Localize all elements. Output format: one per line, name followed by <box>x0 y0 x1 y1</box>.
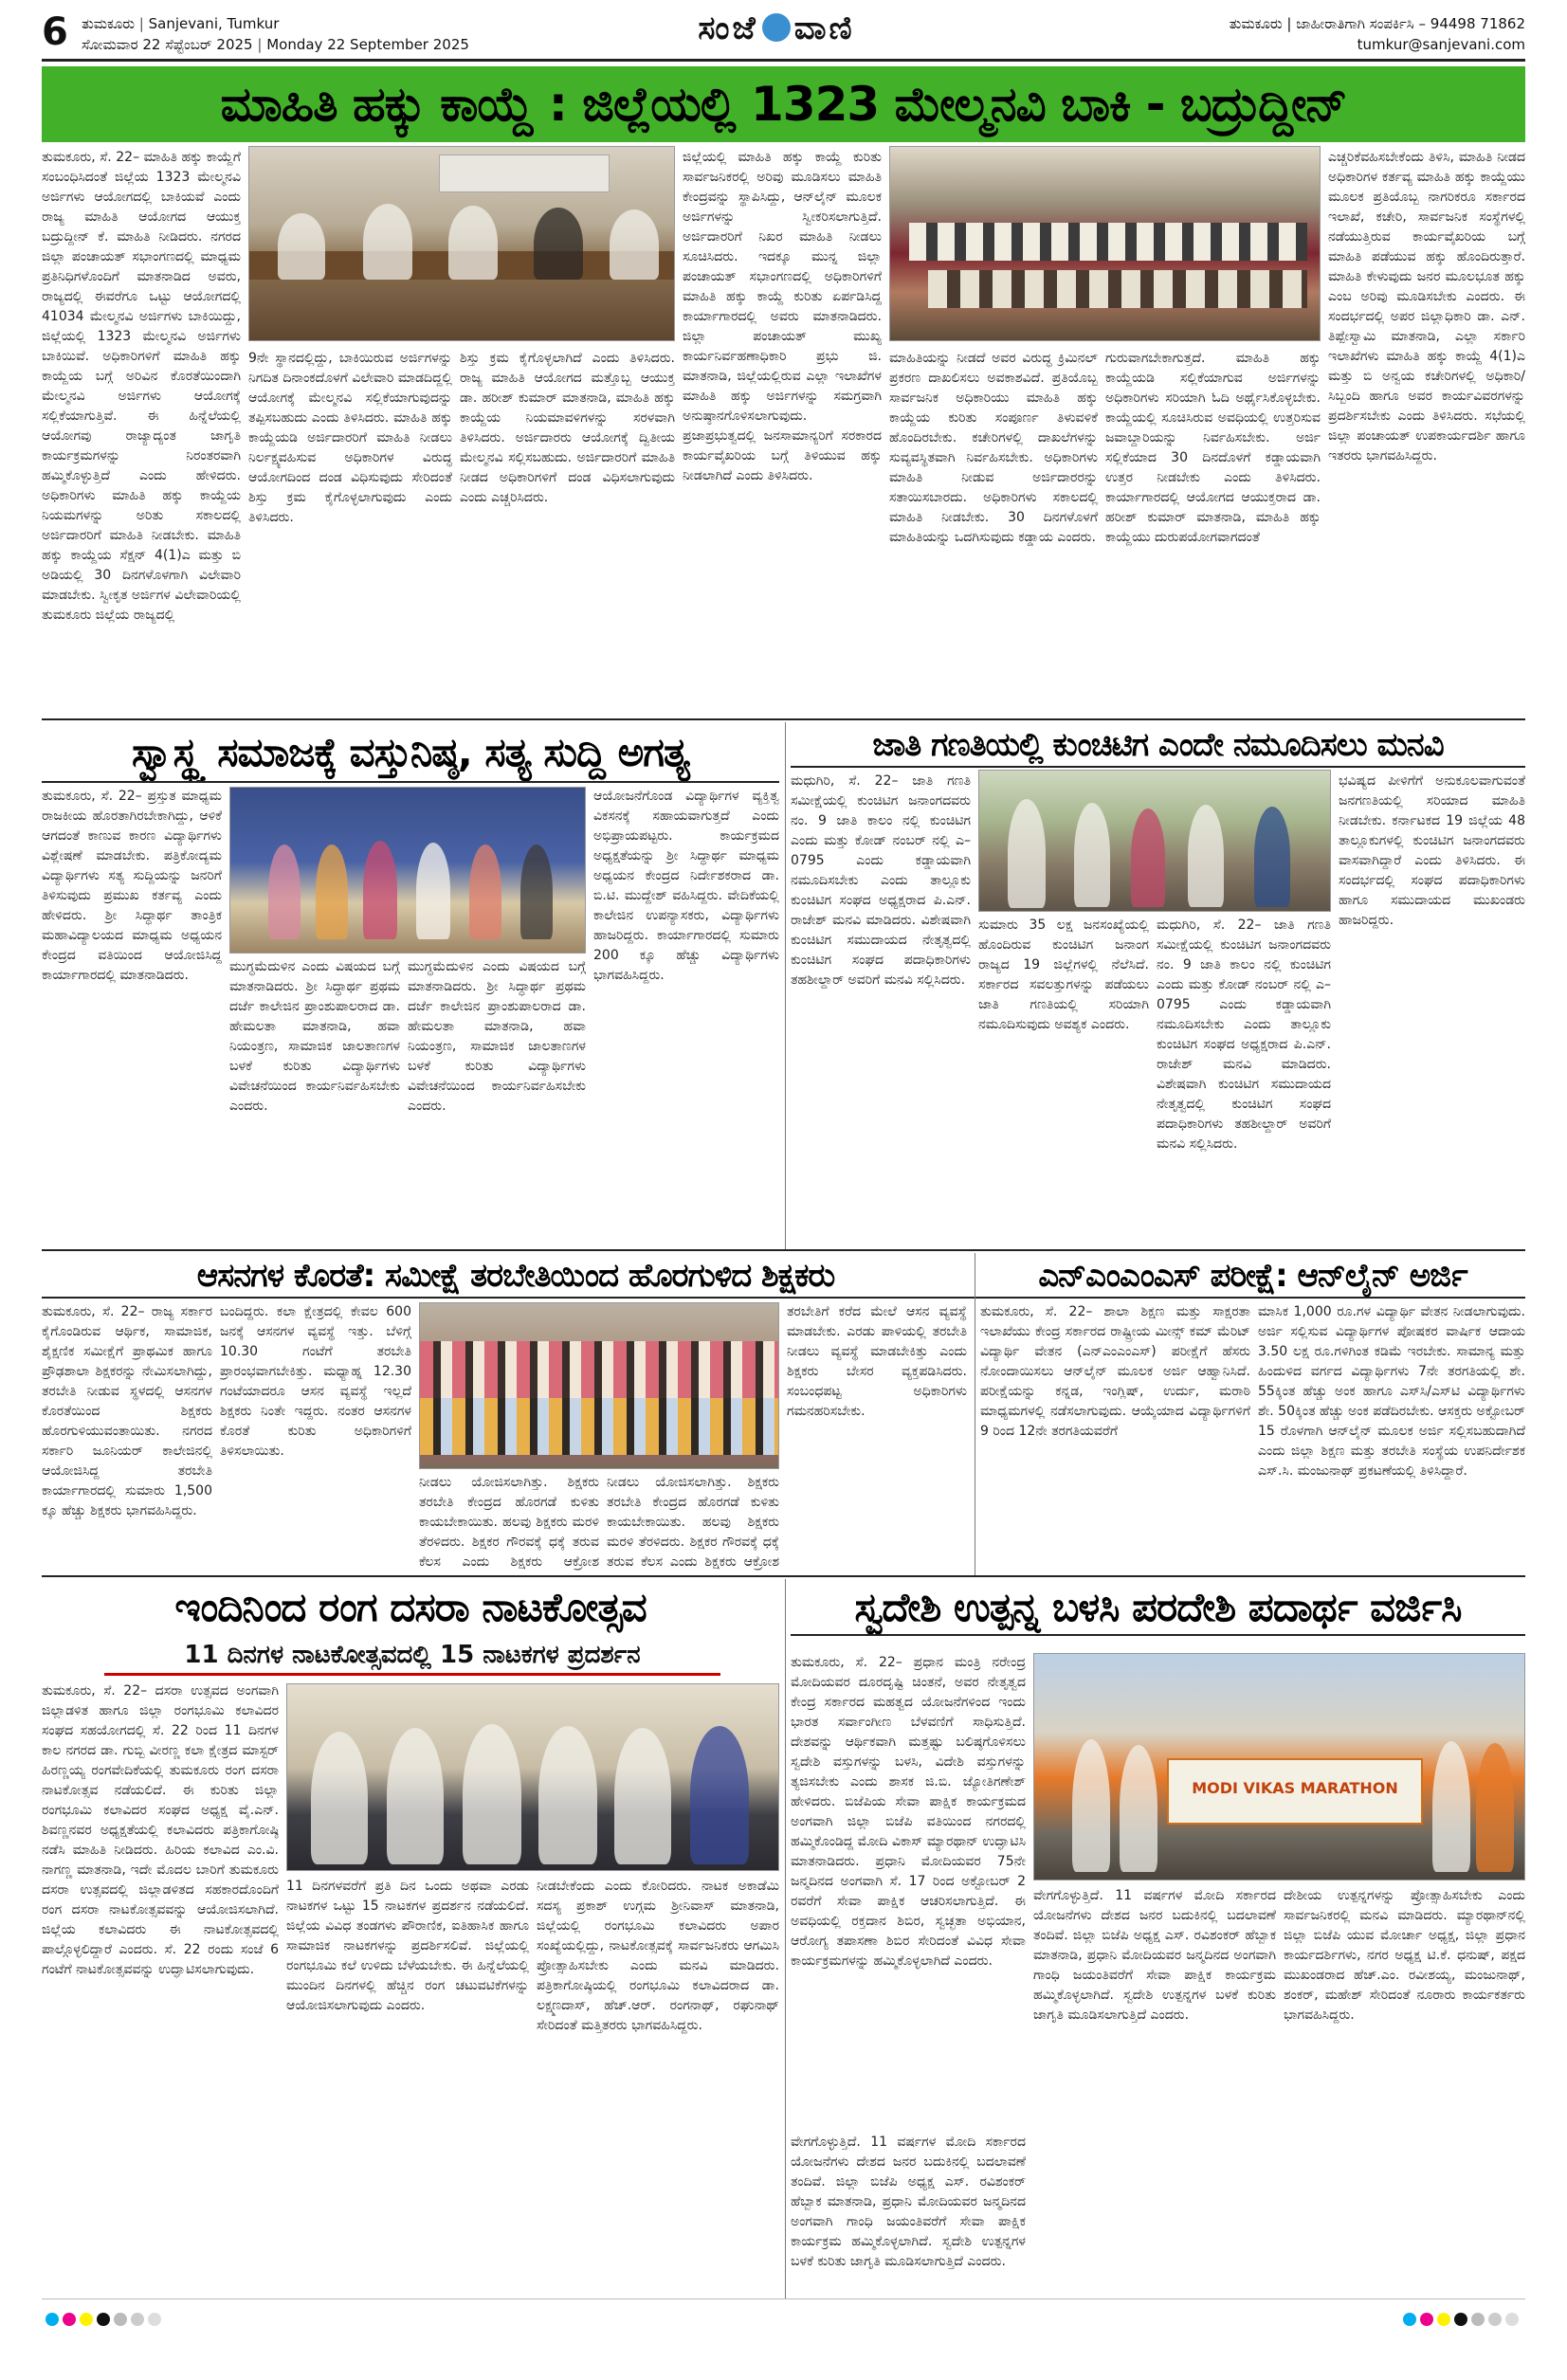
section-divider <box>42 1575 1525 1577</box>
cyan-dot <box>46 2313 59 2326</box>
audience-row <box>909 223 1307 261</box>
person-figure <box>1072 1739 1110 1872</box>
masthead-left: ತುಮಕೂರು | Sanjevani, Tumkur ಸೋಮವಾರ 22 ಸೆಪ್ಟೆಂಬರ್ 2025 | Monday 22 September 2025 <box>82 15 469 53</box>
story4-photo-teachers <box>419 1302 779 1469</box>
grey-dot <box>1488 2313 1502 2326</box>
person-figure <box>278 213 325 280</box>
person-figure <box>690 1726 749 1864</box>
story7-col1: ತುಮಕೂರು, ಸೆ. 22– ಪ್ರಧಾನ ಮಂತ್ರಿ ನರೇಂದ್ರ ಮೋದಿಯವರ ದೂರದೃಷ್ಟಿ ಚಿಂತನೆ, ಅವರ ನೇತೃತ್ವದ ಕೇಂದ್ರ ಸರ್ಕಾರದ ಮಹತ್ವದ ಯೋಜನೆಗಳಿಂದ ಇಂದು ಭಾರತ ಸರ್ವಾಂಗೀಣ ಬೆಳವಣಿಗೆ ಸಾಧಿಸುತ್ತಿದೆ. ದೇಶವನ್ನು ಆರ್ಥಿಕವಾಗಿ ಮತ್ತಷ್ಟು ಬಲಿಷ್ಠಗೊಳಿಸಲು ಸ್ವದೇಶಿ ವಸ್ತುಗಳನ್ನು ಬಳಸಿ, ವಿದೇಶಿ ವಸ್ತುಗಳನ್ನು ತ್ಯಜಿಸಬೇಕು ಎಂದು ಶಾಸಕ ಜಿ.ಬಿ. ಜ್ಯೋತಿಗಣೇಶ್ ಹೇಳಿದರು. ಬಿಜೆಪಿಯ ಸೇವಾ ಪಾಕ್ಷಿಕ ಕಾರ್ಯಕ್ರಮದ ಅಂಗವಾಗಿ ಜಿಲ್ಲಾ ಬಿಜೆಪಿ ವತಿಯಿಂದ ನಗರದಲ್ಲಿ ಹಮ್ಮಿಕೊಂಡಿದ್ದ ಮೋದಿ ವಿಕಾಸ್ ಮ್ಯಾರಥಾನ್ ಉದ್ಘಾಟಿಸಿ ಮಾತನಾಡಿದರು. ಪ್ರಧಾನಿ ಮೋದಿಯವರ 75ನೇ ಜನ್ಮದಿನದ ಅಂಗವಾಗಿ ಸೆ. 17 ರಿಂದ ಅಕ್ಟೋಬರ್ 2 ರವರೆಗೆ ಸೇವಾ ಪಾಕ್ಷಿಕ ಆಚರಿಸಲಾಗುತ್ತಿದೆ. ಈ ಅವಧಿಯಲ್ಲಿ ರಕ್ತದಾನ ಶಿಬಿರ, ಸ್ವಚ್ಛತಾ ಅಭಿಯಾನ, ಆರೋಗ್ಯ ತಪಾಸಣಾ ಶಿಬಿರ ಸೇರಿದಂತೆ ವಿವಿಧ ಸೇವಾ ಕಾರ್ಯಕ್ರಮಗಳನ್ನು ಹಮ್ಮಿಕೊಳ್ಳಲಾಗಿದೆ ಎಂದರು. <box>791 1655 1026 1969</box>
story1-col1: ತುಮಕೂರು, ಸೆ. 22– ಮಾಹಿತಿ ಹಕ್ಕು ಕಾಯ್ದೆಗೆ ಸಂಬಂಧಿಸಿದಂತೆ ಜಿಲ್ಲೆಯ 1323 ಮೇಲ್ಮನವಿ ಅರ್ಜಿಗಳು ಆಯೋಗದಲ್ಲಿ ಬಾಕಿಯವೆ ಎಂದು ರಾಜ್ಯ ಮಾಹಿತಿ ಆಯೋಗದ ಆಯುಕ್ತ ಬದ್ರುದ್ದೀನ್ ಕೆ. ಮಾಹಿತಿ ನೀಡಿದರು. ನಗರದ ಜಿಲ್ಲಾ ಪಂಚಾಯತ್ ಸಭಾಂಗಣದಲ್ಲಿ ಮಾಧ್ಯಮ ಪ್ರತಿನಿಧಿಗಳೊಂದಿಗೆ ಮಾತನಾಡಿದ ಅವರು, ರಾಜ್ಯದಲ್ಲಿ ಈವರೆಗೂ ಒಟ್ಟು ಆಯೋಗದಲ್ಲಿ 41034 ಮೇಲ್ಮನವಿ ಅರ್ಜಿಗಳು ಬಾಕಿಯಿದ್ದು, ಜಿಲ್ಲೆಯಲ್ಲಿ 1323 ಮೇಲ್ಮನವಿ ಅರ್ಜಿಗಳು ಬಾಕಿಯಿವೆ. ಅಧಿಕಾರಿಗಳಿಗೆ ಮಾಹಿತಿ ಹಕ್ಕು ಕಾಯ್ದೆಯ ಬಗ್ಗೆ ಅರಿವಿನ ಕೊರತೆಯಿಂದಾಗಿ ಮೇಲ್ಮನವಿ ಅರ್ಜಿಗಳು ಆಯೋಗಕ್ಕೆ ಸಲ್ಲಿಕೆಯಾಗುತ್ತಿವೆ. ಈ ಹಿನ್ನೆಲೆಯಲ್ಲಿ ಆಯೋಗವು ರಾಜ್ಯಾದ್ಯಂತ ಜಾಗೃತಿ ಕಾರ್ಯಕ್ರಮಗಳನ್ನು ನಿರಂತರವಾಗಿ ಹಮ್ಮಿಕೊಳ್ಳುತ್ತಿದೆ ಎಂದು ಹೇಳಿದರು. ಅಧಿಕಾರಿಗಳು ಮಾಹಿತಿ ಹಕ್ಕು ಕಾಯ್ದೆಯ ನಿಯಮಗಳನ್ನು ಅರಿತು ಸಕಾಲದಲ್ಲಿ ಅರ್ಜಿದಾರರಿಗೆ ಮಾಹಿತಿ ನೀಡಬೇಕು. ಮಾಹಿತಿ ಹಕ್ಕು ಕಾಯ್ದೆಯ ಸೆಕ್ಷನ್ 4(1)ಎ ಮತ್ತು ಬಿ ಅಡಿಯಲ್ಲಿ 30 ದಿನಗಳೊಳಗಾಗಿ ವಿಲೇವಾರಿ ಮಾಡಬೇಕು. ಸ್ವೀಕೃತ ಅರ್ಜಿಗಳ ವಿಲೇವಾರಿಯಲ್ಲಿ ತುಮಕೂರು ಜಿಲ್ಲೆಯ ರಾಜ್ಯದಲ್ಲಿ <box>42 150 241 623</box>
story1-headline: ಮಾಹಿತಿ ಹಕ್ಕು ಕಾಯ್ದೆ : ಜಿಲ್ಲೆಯಲ್ಲಿ 1323 ಮೇಲ್ಮನವಿ ಬಾಕಿ - ಬದ್ರುದ್ದೀನ್ <box>42 66 1525 142</box>
person-figure <box>268 845 301 939</box>
story2-col2b: ಮುಗ್ಧಮೆದುಳಿನ ಎಂದು ವಿಷಯದ ಬಗ್ಗೆ ಮಾತನಾಡಿದರು. ಶ್ರೀ ಸಿದ್ಧಾರ್ಥ ಪ್ರಥಮ ದರ್ಜೆ ಕಾಲೇಜಿನ ಪ್ರಾಂಶುಪಾಲರಾದ ಡಾ. ಹೇಮಲತಾ ಮಾತನಾಡಿ, ಹವಾ ನಿಯಂತ್ರಣ, ಸಾಮಾಜಿಕ ಜಾಲತಾಣಗಳ ಬಳಕೆ ಕುರಿತು ವಿದ್ಯಾರ್ಥಿಗಳು ವಿವೇಚನೆಯಿಂದ ಕಾರ್ಯನಿರ್ವಹಿಸಬೇಕು ಎಂದರು. <box>408 959 586 1114</box>
masthead-right <box>1230 13 1525 55</box>
person-figure <box>1131 808 1165 907</box>
person-figure <box>316 845 348 939</box>
section-divider <box>42 1249 1525 1251</box>
story1-col6: ಗುರುವಾಗಬೇಕಾಗುತ್ತದೆ. ಮಾಹಿತಿ ಹಕ್ಕು ಕಾಯ್ದೆಯಡಿ ಸಲ್ಲಿಕೆಯಾಗುವ ಅರ್ಜಿಗಳನ್ನು ಅಧಿಕಾರಿಗಳು ಸರಿಯಾಗಿ ಓದಿ ಅರ್ಥೈಸಿಕೊಳ್ಳಬೇಕು. ಕಾಯ್ದೆಯಲ್ಲಿ ಸೂಚಿಸಿರುವ ಅವಧಿಯಲ್ಲಿ ಉತ್ತರಿಸುವ ಜವಾಬ್ದಾರಿಯನ್ನು ನಿರ್ವಹಿಸಬೇಕು. ಅರ್ಜಿ ಸಲ್ಲಿಕೆಯಾದ 30 ದಿನದೊಳಗೆ ಕಡ್ಡಾಯವಾಗಿ ಉತ್ತರ ನೀಡಬೇಕು ಎಂದು ತಿಳಿಸಿದರು. ಕಾರ್ಯಾಗಾರದಲ್ಲಿ ಆಯೋಗದ ಆಯುಕ್ತರಾದ ಡಾ. ಹರೀಶ್ ಕುಮಾರ್ ಮಾತನಾಡಿ, ಮಾಹಿತಿ ಹಕ್ಕು ಕಾಯ್ದೆಯು ದುರುಪಯೋಗವಾಗದಂತೆ <box>1105 351 1321 545</box>
story4-col3: ನೀಡಲು ಯೋಜಿಸಲಾಗಿತ್ತು. ಶಿಕ್ಷಕರು ತರಬೇತಿ ಕೇಂದ್ರದ ಹೊರಗಡೆ ಕುಳಿತು ಕಾಯಬೇಕಾಯಿತು. ಹಲವು ಶಿಕ್ಷಕರು ಮರಳಿ ತೆರಳಿದರು. ಶಿಕ್ಷಕರ ಗೌರವಕ್ಕೆ ಧಕ್ಕೆ ತರುವ ಕೆಲಸ ಎಂದು ಶಿಕ್ಷಕರು ಆಕ್ರೋಶ <box>419 1475 599 1570</box>
story6-photo-press <box>286 1683 779 1871</box>
column-rule <box>785 1579 786 2299</box>
story3-photo-memorandum <box>978 770 1331 912</box>
story6-col3: ನೀಡಬೇಕೆಂದು ಎಂದು ಕೋರಿದರು. ನಾಟಕ ಅಕಾಡೆಮಿ ಸದಸ್ಯ ಪ್ರಕಾಶ್ ಉಗ್ಗಮ ಶ್ರೀನಿವಾಸ್ ಮಾತನಾಡಿ, ಜಿಲ್ಲೆಯಲ್ಲಿ ರಂಗಭೂಮಿ ಕಲಾವಿದರು ಅಪಾರ ಸಂಖ್ಯೆಯಲ್ಲಿದ್ದು, ನಾಟಕೋತ್ಸವಕ್ಕೆ ಸಾರ್ವಜನಿಕರು ಆಗಮಿಸಿ ಪ್ರೋತ್ಸಾಹಿಸಬೇಕು ಎಂದು ಮನವಿ ಮಾಡಿದರು. ಪತ್ರಿಕಾಗೋಷ್ಠಿಯಲ್ಲಿ ರಂಗಭೂಮಿ ಕಲಾವಿದರಾದ ಡಾ. ಲಕ್ಷ್ಮಣದಾಸ್, ಹೆಚ್.ಆರ್. ರಂಗನಾಥ್, ರಘುನಾಥ್ ಸೇರಿದಂತೆ ಮತ್ತಿತರರು ಭಾಗವಹಿಸಿದ್ದರು. <box>537 1879 779 2033</box>
registration-marks-right <box>1403 2313 1519 2326</box>
story5-headline: ಎನ್‌ಎಂಎಂಎಸ್ ಪರೀಕ್ಷೆ: ಆನ್‌ಲೈನ್ ಅರ್ಜಿ <box>980 1253 1525 1299</box>
story1-col4: ಜಿಲ್ಲೆಯಲ್ಲಿ ಮಾಹಿತಿ ಹಕ್ಕು ಕಾಯ್ದೆ ಕುರಿತು ಸಾರ್ವಜನಿಕರಲ್ಲಿ ಅರಿವು ಮೂಡಿಸಲು ಮಾಹಿತಿ ಕೇಂದ್ರವನ್ನು ಸ್ಥಾಪಿಸಿದ್ದು, ಆನ್‌ಲೈನ್ ಮೂಲಕ ಅರ್ಜಿಗಳನ್ನು ಸ್ವೀಕರಿಸಲಾಗುತ್ತಿದೆ. ಅರ್ಜಿದಾರರಿಗೆ ನಿಖರ ಮಾಹಿತಿ ನೀಡಲು ಸೂಚಿಸಿದರು. ಇದಕ್ಕೂ ಮುನ್ನ ಜಿಲ್ಲಾ ಪಂಚಾಯತ್ ಸಭಾಂಗಣದಲ್ಲಿ ಅಧಿಕಾರಿಗಳಿಗೆ ಮಾಹಿತಿ ಹಕ್ಕು ಕಾಯ್ದೆ ಕುರಿತು ಏರ್ಪಡಿಸಿದ್ದ ಕಾರ್ಯಾಗಾರದಲ್ಲಿ ಅವರು ಮಾತನಾಡಿದರು. ಜಿಲ್ಲಾ ಪಂಚಾಯತ್ ಮುಖ್ಯ ಕಾರ್ಯನಿರ್ವಹಣಾಧಿಕಾರಿ ಪ್ರಭು ಜಿ. ಮಾತನಾಡಿ, ಜಿಲ್ಲೆಯಲ್ಲಿರುವ ಎಲ್ಲಾ ಇಲಾಖೆಗಳ ಮಾಹಿತಿ ಹಕ್ಕು ಅರ್ಜಿಗಳನ್ನು ಸಮಗ್ರವಾಗಿ ಅನುಷ್ಠಾನಗೊಳಿಸಲಾಗುವುದು. ಪ್ರಜಾಪ್ರಭುತ್ವದಲ್ಲಿ ಜನಸಾಮಾನ್ಯರಿಗೆ ಸರಕಾರದ ಕಾರ್ಯವೈಖರಿಯ ಬಗ್ಗೆ ತಿಳಿಯುವ ಹಕ್ಕು ನೀಡಲಾಗಿದೆ ಎಂದು ತಿಳಿಸಿದರು. <box>683 150 882 483</box>
footer-rule <box>42 2298 1525 2299</box>
brand-logo <box>558 9 994 47</box>
cyan-dot <box>1403 2313 1416 2326</box>
story2-col3: ಆಯೋಜನೆಗೊಂಡ ವಿದ್ಯಾರ್ಥಿಗಳ ವ್ಯಕ್ತಿತ್ವ ವಿಕಸನಕ್ಕೆ ಸಹಾಯವಾಗುತ್ತದೆ ಎಂದು ಅಭಿಪ್ರಾಯಪಟ್ಟರು. ಕಾರ್ಯಕ್ರಮದ ಅಧ್ಯಕ್ಷತೆಯನ್ನು ಶ್ರೀ ಸಿದ್ಧಾರ್ಥ ಮಾಧ್ಯಮ ಅಧ್ಯಯನ ಕೇಂದ್ರದ ನಿರ್ದೇಶಕರಾದ ಡಾ. ಬಿ.ಟಿ. ಮುದ್ದೇಶ್ ವಹಿಸಿದ್ದರು. ವೇದಿಕೆಯಲ್ಲಿ ಕಾಲೇಜಿನ ಉಪನ್ಯಾಸಕರು, ವಿದ್ಯಾರ್ಥಿಗಳು ಹಾಜರಿದ್ದರು. ಕಾರ್ಯಾಗಾರದಲ್ಲಿ ಸುಮಾರು 200 ಕ್ಕೂ ಹೆಚ್ಚು ವಿದ್ಯಾರ್ಥಿಗಳು ಭಾಗವಹಿಸಿದ್ದರು. <box>593 789 779 983</box>
story4-col3b: ನೀಡಲು ಯೋಜಿಸಲಾಗಿತ್ತು. ಶಿಕ್ಷಕರು ತರಬೇತಿ ಕೇಂದ್ರದ ಹೊರಗಡೆ ಕುಳಿತು ಕಾಯಬೇಕಾಯಿತು. ಹಲವು ಶಿಕ್ಷಕರು ಮರಳಿ ತೆರಳಿದರು. ಶಿಕ್ಷಕರ ಗೌರವಕ್ಕೆ ಧಕ್ಕೆ ತರುವ ಕೆಲಸ ಎಂದು ಶಿಕ್ಷಕರು ಆಕ್ರೋಶ <box>607 1475 779 1570</box>
date-kn: ಸೋಮವಾರ 22 ಸೆಪ್ಟೆಂಬರ್ 2025 <box>82 36 253 53</box>
person-figure <box>534 208 583 280</box>
person-figure <box>1432 1741 1470 1872</box>
magenta-dot <box>63 2313 76 2326</box>
paper-short: Sanjevani, Tumkur <box>148 15 280 32</box>
column-rule <box>785 722 786 1249</box>
story3-col2b: ಮಧುಗಿರಿ, ಸೆ. 22– ಜಾತಿ ಗಣತಿ ಸಮೀಕ್ಷೆಯಲ್ಲಿ ಕುಂಚಿಟಿಗ ಜನಾಂಗದವರು ನಂ. 9 ಜಾತಿ ಕಾಲಂ ನಲ್ಲಿ ಕುಂಚಿಟಿಗ ಎಂದು ಮತ್ತು ಕೋಡ್ ನಂಬರ್ ನಲ್ಲಿ ಎ–0795 ಎಂದು ಕಡ್ಡಾಯವಾಗಿ ನಮೂದಿಸಬೇಕು ಎಂದು ತಾಲ್ಲೂಕು ಕುಂಚಿಟಿಗ ಸಂಘದ ಅಧ್ಯಕ್ಷರಾದ ಪಿ.ಎನ್. ರಾಜೇಶ್ ಮನವಿ ಮಾಡಿದರು. ವಿಶೇಷವಾಗಿ ಕುಂಚಿಟಿಗ ಸಮುದಾಯದ ನೇತೃತ್ವದಲ್ಲಿ ಕುಂಚಿಟಿಗ ಸಂಘದ ಪದಾಧಿಕಾರಿಗಳು ತಹಶೀಲ್ದಾರ್ ಅವರಿಗೆ ಮನವಿ ಸಲ್ಲಿಸಿದರು. <box>1157 917 1331 1152</box>
person-figure <box>1476 1743 1514 1872</box>
person-figure <box>363 204 412 280</box>
person-figure <box>1188 805 1224 907</box>
banner-board <box>439 154 610 192</box>
person-figure <box>469 845 501 939</box>
grey-dot <box>114 2313 127 2326</box>
yellow-dot <box>80 2313 93 2326</box>
story4-headline: ಆಸನಗಳ ಕೊರತೆ: ಸಮೀಕ್ಷೆ ತರಬೇತಿಯಿಂದ ಹೊರಗುಳಿದ ಶಿಕ್ಷಕರು <box>42 1253 990 1299</box>
person-figure <box>463 1724 521 1864</box>
story1-photo-hall <box>889 146 1321 341</box>
person-figure <box>363 841 397 939</box>
globe-icon <box>762 13 791 42</box>
story6-subhead: 11 ದಿನಗಳ ನಾಟಕೋತ್ಸವದಲ್ಲಿ 15 ನಾಟಕಗಳ ಪ್ರದರ್ಶನ <box>104 1636 720 1676</box>
person-figure <box>416 843 450 939</box>
story4-col1: ತುಮಕೂರು, ಸೆ. 22– ರಾಜ್ಯ ಸರ್ಕಾರ ಕೈಗೊಂಡಿರುವ ಆರ್ಥಿಕ, ಸಾಮಾಜಿಕ, ಶೈಕ್ಷಣಿಕ ಸಮೀಕ್ಷೆಗೆ ಪ್ರಾಥಮಿಕ ಹಾಗೂ ಪ್ರೌಢಶಾಲಾ ಶಿಕ್ಷಕರನ್ನು ನೇಮಿಸಲಾಗಿದ್ದು, ತರಬೇತಿ ನೀಡುವ ಸ್ಥಳದಲ್ಲಿ ಆಸನಗಳ ಕೊರತೆಯಿಂದ ಶಿಕ್ಷಕರು ಹೊರಗುಳಿಯುವಂತಾಯಿತು. ನಗರದ ಸರ್ಕಾರಿ ಜೂನಿಯರ್ ಕಾಲೇಜಿನಲ್ಲಿ ಆಯೋಜಿಸಿದ್ದ ತರಬೇತಿ ಕಾರ್ಯಾಗಾರದಲ್ಲಿ ಸುಮಾರು 1,500 ಕ್ಕೂ ಹೆಚ್ಚು ಶಿಕ್ಷಕರು ಭಾಗವಹಿಸಿದ್ದರು. <box>42 1304 212 1518</box>
person-figure <box>538 1726 597 1864</box>
story3-headline: ಜಾತಿ ಗಣತಿಯಲ್ಲಿ ಕುಂಚಿಟಿಗ ಎಂದೇ ನಮೂದಿಸಲು ಮನವಿ <box>791 722 1525 768</box>
person-figure <box>610 209 659 280</box>
story6-col1: ತುಮಕೂರು, ಸೆ. 22– ದಸರಾ ಉತ್ಸವದ ಅಂಗವಾಗಿ ಜಿಲ್ಲಾಡಳಿತ ಹಾಗೂ ಜಿಲ್ಲಾ ರಂಗಭೂಮಿ ಕಲಾವಿದರ ಸಂಘದ ಸಹಯೋಗದಲ್ಲಿ ಸೆ. 22 ರಿಂದ 11 ದಿನಗಳ ಕಾಲ ನಗರದ ಡಾ. ಗುಬ್ಬಿ ವೀರಣ್ಣ ಕಲಾ ಕ್ಷೇತ್ರದ ಮಾಸ್ಟರ್ ಹಿರಣ್ಣಯ್ಯ ರಂಗವೇದಿಕೆಯಲ್ಲಿ ತುಮಕೂರು ರಂಗ ದಸರಾ ನಾಟಕೋತ್ಸವ ನಡೆಯಲಿದೆ. ಈ ಕುರಿತು ಜಿಲ್ಲಾ ರಂಗಭೂಮಿ ಕಲಾವಿದರ ಸಂಘದ ಅಧ್ಯಕ್ಷ ವೈ.ಎನ್. ಶಿವಣ್ಣನವರ ಅಧ್ಯಕ್ಷತೆಯಲ್ಲಿ ಕಲಾವಿದರು ಪತ್ರಿಕಾಗೋಷ್ಠಿ ನಡೆಸಿ ಮಾಹಿತಿ ನೀಡಿದರು. ಹಿರಿಯ ಕಲಾವಿದ ಎಂ.ವಿ. ನಾಗಣ್ಣ ಮಾತನಾಡಿ, ಇದೇ ಮೊದಲ ಬಾರಿಗೆ ತುಮಕೂರು ದಸರಾ ಉತ್ಸವದಲ್ಲಿ ಜಿಲ್ಲಾಡಳಿತದ ಸಹಕಾರದೊಂದಿಗೆ ರಂಗ ದಸರಾ ನಾಟಕೋತ್ಸವವನ್ನು ಆಯೋಜಿಸಲಾಗಿದೆ. ಜಿಲ್ಲೆಯ ಕಲಾವಿದರು ಈ ನಾಟಕೋತ್ಸವದಲ್ಲಿ ಪಾಲ್ಗೊಳ್ಳಲಿದ್ದಾರೆ ಎಂದರು. ಸೆ. 22 ರಂದು ಸಂಜೆ 6 ಗಂಟೆಗೆ ನಾಟಕೋತ್ಸವವನ್ನು ಉದ್ಘಾಟಿಸಲಾಗುವುದು. <box>42 1683 279 1977</box>
story5-col1: ತುಮಕೂರು, ಸೆ. 22– ಶಾಲಾ ಶಿಕ್ಷಣ ಮತ್ತು ಸಾಕ್ಷರತಾ ಇಲಾಖೆಯು ಕೇಂದ್ರ ಸರ್ಕಾರದ ರಾಷ್ಟ್ರೀಯ ಮೀನ್ಸ್ ಕಮ್ ಮೆರಿಟ್ ವಿದ್ಯಾರ್ಥಿ ವೇತನ (ಎನ್‌ಎಂಎಂಎಸ್) ಪರೀಕ್ಷೆಗೆ ಹೆಸರು ನೋಂದಾಯಿಸಲು ಆನ್‌ಲೈನ್ ಮೂಲಕ ಅರ್ಜಿ ಆಹ್ವಾನಿಸಿದೆ. ಪರೀಕ್ಷೆಯನ್ನು ಕನ್ನಡ, ಇಂಗ್ಲಿಷ್, ಉರ್ದು, ಮರಾಠಿ ಮಾಧ್ಯಮಗಳಲ್ಲಿ ನಡೆಸಲಾಗುವುದು. ಆಯ್ಕೆಯಾದ ವಿದ್ಯಾರ್ಥಿಗಳಿಗೆ 9 ರಿಂದ 12ನೇ ತರಗತಿಯವರೆಗೆ <box>980 1304 1250 1439</box>
grey-dot <box>1505 2313 1519 2326</box>
story7-headline: ಸ್ವದೇಶಿ ಉತ್ಪನ್ನ ಬಳಸಿ ಪರದೇಶಿ ಪದಾರ್ಥ ವರ್ಜಿಸಿ <box>791 1579 1525 1636</box>
person-figure <box>1120 1745 1157 1872</box>
story6-col2: 11 ದಿನಗಳವರೆಗೆ ಪ್ರತಿ ದಿನ ಒಂದು ಅಥವಾ ಎರಡು ನಾಟಕಗಳ ಒಟ್ಟು 15 ನಾಟಕಗಳ ಪ್ರದರ್ಶನ ನಡೆಯಲಿದೆ. ಜಿಲ್ಲೆಯ ವಿವಿಧ ತಂಡಗಳು ಪೌರಾಣಿಕ, ಐತಿಹಾಸಿಕ ಹಾಗೂ ಸಾಮಾಜಿಕ ನಾಟಕಗಳನ್ನು ಪ್ರದರ್ಶಿಸಲಿವೆ. ಜಿಲ್ಲೆಯಲ್ಲಿ ರಂಗಭೂಮಿ ಕಲೆ ಉಳಿದು ಬೆಳೆಯಬೇಕು. ಈ ಹಿನ್ನೆಲೆಯಲ್ಲಿ ಮುಂದಿನ ದಿನಗಳಲ್ಲಿ ಹೆಚ್ಚಿನ ರಂಗ ಚಟುವಟಿಕೆಗಳನ್ನು ಆಯೋಜಿಸಲಾಗುವುದು ಎಂದರು. <box>286 1879 529 2013</box>
date-en: Monday 22 September 2025 <box>266 36 469 53</box>
story7-col3: ದೇಶೀಯ ಉತ್ಪನ್ನಗಳನ್ನು ಪ್ರೋತ್ಸಾಹಿಸಬೇಕು ಎಂದು ಸಾರ್ವಜನಿಕರಲ್ಲಿ ಮನವಿ ಮಾಡಿದರು. ಮ್ಯಾರಥಾನ್‌ನಲ್ಲಿ ಜಿಲ್ಲಾ ಬಿಜೆಪಿ ಯುವ ಮೋರ್ಚಾ ಅಧ್ಯಕ್ಷ, ಜಿಲ್ಲಾ ಪ್ರಧಾನ ಕಾರ್ಯದರ್ಶಿಗಳು, ನಗರ ಅಧ್ಯಕ್ಷ ಟಿ.ಕೆ. ಧನುಷ್, ಪಕ್ಷದ ಮುಖಂಡರಾದ ಹೆಚ್.ಎಂ. ರವೀಶಯ್ಯ, ಮಂಜುನಾಥ್, ಶಂಕರ್, ಮಹೇಶ್ ಸೇರಿದಂತೆ ನೂರಾರು ಕಾರ್ಯಕರ್ತರು ಭಾಗವಹಿಸಿದ್ದರು. <box>1284 1888 1525 2023</box>
grey-dot <box>1471 2313 1485 2326</box>
person-figure <box>1074 803 1110 907</box>
story6-headline: ಇಂದಿನಿಂದ ರಂಗ ದಸರಾ ನಾಟಕೋತ್ಸವ <box>42 1579 779 1636</box>
person-figure <box>448 206 498 280</box>
black-dot <box>97 2313 110 2326</box>
edition: ತುಮಕೂರು <box>82 15 136 32</box>
masthead-rule <box>42 59 1525 62</box>
person-figure <box>614 1728 671 1864</box>
story2-photo-stage <box>229 787 586 954</box>
person-figure <box>520 845 553 939</box>
black-dot <box>1454 2313 1467 2326</box>
story5-col2: ಮಾಸಿಕ 1,000 ರೂ.ಗಳ ವಿದ್ಯಾರ್ಥಿ ವೇತನ ನೀಡಲಾಗುವುದು. ಅರ್ಜಿ ಸಲ್ಲಿಸುವ ವಿದ್ಯಾರ್ಥಿಗಳ ಪೋಷಕರ ವಾರ್ಷಿಕ ಆದಾಯ 3.50 ಲಕ್ಷ ರೂ.ಗಳಿಗಿಂತ ಕಡಿಮೆ ಇರಬೇಕು. ಸಾಮಾನ್ಯ ಮತ್ತು ಹಿಂದುಳಿದ ವರ್ಗದ ವಿದ್ಯಾರ್ಥಿಗಳು 7ನೇ ತರಗತಿಯಲ್ಲಿ ಶೇ. 55ಕ್ಕಿಂತ ಹೆಚ್ಚು ಅಂಕ ಹಾಗೂ ಎಸ್‌ಸಿ/ಎಸ್‌ಟಿ ವಿದ್ಯಾರ್ಥಿಗಳು ಶೇ. 50ಕ್ಕಿಂತ ಹೆಚ್ಚು ಅಂಕ ಪಡೆದಿರಬೇಕು. ಆಸಕ್ತರು ಅಕ್ಟೋಬರ್ 15 ರೊಳಗಾಗಿ ಆನ್‌ಲೈನ್ ಮೂಲಕ ಅರ್ಜಿ ಸಲ್ಲಿಸಬಹುದಾಗಿದೆ ಎಂದು ಜಿಲ್ಲಾ ಶಿಕ್ಷಣ ಮತ್ತು ತರಬೇತಿ ಸಂಸ್ಥೆಯ ಉಪನಿರ್ದೇಶಕ ಎಸ್.ಸಿ. ಮಂಜುನಾಥ್ ಪ್ರಕಟಣೆಯಲ್ಲಿ ತಿಳಿಸಿದ್ದಾರೆ. <box>1258 1304 1525 1479</box>
story1-col3: ಶಿಸ್ತು ಕ್ರಮ ಕೈಗೊಳ್ಳಲಾಗಿದೆ ಎಂದು ತಿಳಿಸಿದರು. ರಾಜ್ಯ ಮಾಹಿತಿ ಆಯೋಗದ ಮತ್ತೊಬ್ಬ ಆಯುಕ್ತ ಡಾ. ಹರೀಶ್ ಕುಮಾರ್ ಮಾತನಾಡಿ, ಮಾಹಿತಿ ಹಕ್ಕು ಕಾಯ್ದೆಯ ನಿಯಮಾವಳಿಗಳನ್ನು ಸರಳವಾಗಿ ತಿಳಿಸಿದರು. ಅರ್ಜಿದಾರರು ಆಯೋಗಕ್ಕೆ ದ್ವಿತೀಯ ಮೇಲ್ಮನವಿ ಸಲ್ಲಿಸಬಹುದು. ಅರ್ಜಿದಾರರಿಗೆ ಮಾಹಿತಿ ನೀಡದ ಅಧಿಕಾರಿಗಳಿಗೆ ದಂಡ ವಿಧಿಸಲಾಗುವುದು ಎಂದು ಎಚ್ಚರಿಸಿದರು. <box>460 351 675 505</box>
story1-col2: 9ನೇ ಸ್ಥಾನದಲ್ಲಿದ್ದು, ಬಾಕಿಯಿರುವ ಅರ್ಜಿಗಳನ್ನು ನಿಗದಿತ ದಿನಾಂಕದೊಳಗೆ ವಿಲೇವಾರಿ ಮಾಡದಿದ್ದಲ್ಲಿ ಆಯೋಗಕ್ಕೆ ಮೇಲ್ಮನವಿ ಸಲ್ಲಿಕೆಯಾಗುವುದನ್ನು ತಪ್ಪಿಸಬಹುದು ಎಂದು ತಿಳಿಸಿದರು. ಮಾಹಿತಿ ಹಕ್ಕು ಕಾಯ್ದೆಯಡಿ ಅರ್ಜಿದಾರರಿಗೆ ಮಾಹಿತಿ ನೀಡಲು ನಿರ್ಲಕ್ಷ್ಯವಹಿಸುವ ಅಧಿಕಾರಿಗಳ ವಿರುದ್ಧ ಆಯೋಗದಿಂದ ದಂಡ ವಿಧಿಸುವುದು ಸೇರಿದಂತೆ ಶಿಸ್ತು ಕ್ರಮ ಕೈಗೊಳ್ಳಲಾಗುವುದು ಎಂದು ತಿಳಿಸಿದರು. <box>248 351 452 525</box>
registration-marks-left <box>46 2313 161 2326</box>
story3-col3: ಭವಿಷ್ಯದ ಪೀಳಿಗೆಗೆ ಅನುಕೂಲವಾಗುವಂತೆ ಜನಗಣತಿಯಲ್ಲಿ ಸರಿಯಾದ ಮಾಹಿತಿ ನೀಡಬೇಕು. ಕರ್ನಾಟಕದ 19 ಜಿಲ್ಲೆಯ 48 ತಾಲ್ಲೂಕುಗಳಲ್ಲಿ ಕುಂಚಿಟಿಗ ಜನಾಂಗದವರು ವಾಸವಾಗಿದ್ದಾರೆ ಎಂದು ತಿಳಿಸಿದರು. ಈ ಸಂದರ್ಭದಲ್ಲಿ ಸಂಘದ ಪದಾಧಿಕಾರಿಗಳು ಹಾಗೂ ಸಮುದಾಯದ ಮುಖಂಡರು ಹಾಜರಿದ್ದರು. <box>1339 773 1525 928</box>
yellow-dot <box>1437 2313 1450 2326</box>
brand-right: ವಾಣಿ <box>793 9 855 47</box>
contact-label: ತುಮಕೂರು | ಜಾಹೀರಾತಿಗಾಗಿ ಸಂಪರ್ಕಿಸಿ – 94498 71862 <box>1229 15 1525 32</box>
person-figure <box>1254 807 1290 907</box>
email-link[interactable]: tumkur@sanjevani.com <box>1357 36 1525 53</box>
story7-col1b: ವೇಗಗೊಳ್ಳುತ್ತಿದೆ. 11 ವರ್ಷಗಳ ಮೋದಿ ಸರ್ಕಾರದ ಯೋಜನೆಗಳು ದೇಶದ ಜನರ ಬದುಕಿನಲ್ಲಿ ಬದಲಾವಣೆ ತಂದಿವೆ. ಜಿಲ್ಲಾ ಬಿಜೆಪಿ ಅಧ್ಯಕ್ಷ ಎಸ್. ರವಿಶಂಕರ್ ಹೆಬ್ಬಾಕ ಮಾತನಾಡಿ, ಪ್ರಧಾನಿ ಮೋದಿಯವರ ಜನ್ಮದಿನದ ಅಂಗವಾಗಿ ಗಾಂಧಿ ಜಯಂತಿವರೆಗೆ ಸೇವಾ ಪಾಕ್ಷಿಕ ಕಾರ್ಯಕ್ರಮ ಹಮ್ಮಿಕೊಳ್ಳಲಾಗಿದೆ. ಸ್ವದೇಶಿ ಉತ್ಪನ್ನಗಳ ಬಳಕೆ ಕುರಿತು ಜಾಗೃತಿ ಮೂಡಿಸಲಾಗುತ್ತಿದೆ ಎಂದರು. <box>791 2135 1026 2269</box>
story1-col7: ಎಚ್ಚರಿಕೆವಹಿಸಬೇಕೆಂದು ತಿಳಿಸಿ, ಮಾಹಿತಿ ನೀಡದ ಅಧಿಕಾರಿಗಳ ಕರ್ತವ್ಯ ಮಾಹಿತಿ ಹಕ್ಕು ಕಾಯ್ದೆಯು ಮೂಲಕ ಪ್ರತಿಯೊಬ್ಬ ನಾಗರಿಕರೂ ಸರ್ಕಾರದ ಇಲಾಖೆ, ಕಚೇರಿ, ಸಾರ್ವಜನಿಕ ಸಂಸ್ಥೆಗಳಲ್ಲಿ ನಡೆಯುತ್ತಿರುವ ಕಾರ್ಯವೈಖರಿಯ ಬಗ್ಗೆ ಮಾಹಿತಿ ಪಡೆಯುವ ಹಕ್ಕು ಹೊಂದಿರುತ್ತಾರೆ. ಮಾಹಿತಿ ಕೇಳುವುದು ಜನರ ಮೂಲಭೂತ ಹಕ್ಕು ಎಂಬ ಅರಿವು ಮೂಡಿಸಬೇಕು ಎಂದರು. ಈ ಸಂದರ್ಭದಲ್ಲಿ ಅಪರ ಜಿಲ್ಲಾಧಿಕಾರಿ ಡಾ. ಎನ್. ತಿಪ್ಪೇಸ್ವಾಮಿ ಮಾತನಾಡಿ, ಎಲ್ಲಾ ಸರ್ಕಾರಿ ಇಲಾಖೆಗಳು ಮಾಹಿತಿ ಹಕ್ಕು ಕಾಯ್ದೆ 4(1)ಎ ಮತ್ತು ಬಿ ಅನ್ವಯ ಕಚೇರಿಗಳಲ್ಲಿ ಅಧಿಕಾರಿ/ಸಿಬ್ಬಂದಿ ಹಾಗೂ ಅವರ ಕಾರ್ಯವಿವರಗಳನ್ನು ಪ್ರದರ್ಶಿಸಬೇಕು ಎಂದು ತಿಳಿಸಿದರು. ಸಭೆಯಲ್ಲಿ ಜಿಲ್ಲಾ ಪಂಚಾಯತ್ ಉಪಕಾರ್ಯದರ್ಶಿ ಹಾಗೂ ಇತರರು ಭಾಗವಹಿಸಿದ್ದರು. <box>1328 150 1525 463</box>
story3-col1: ಮಧುಗಿರಿ, ಸೆ. 22– ಜಾತಿ ಗಣತಿ ಸಮೀಕ್ಷೆಯಲ್ಲಿ ಕುಂಚಿಟಿಗ ಜನಾಂಗದವರು ನಂ. 9 ಜಾತಿ ಕಾಲಂ ನಲ್ಲಿ ಕುಂಚಿಟಿಗ ಎಂದು ಮತ್ತು ಕೋಡ್ ನಂಬರ್ ನಲ್ಲಿ ಎ–0795 ಎಂದು ಕಡ್ಡಾಯವಾಗಿ ನಮೂದಿಸಬೇಕು ಎಂದು ತಾಲ್ಲೂಕು ಕುಂಚಿಟಿಗ ಸಂಘದ ಅಧ್ಯಕ್ಷರಾದ ಪಿ.ಎನ್. ರಾಜೇಶ್ ಮನವಿ ಮಾಡಿದರು. ವಿಶೇಷವಾಗಿ ಕುಂಚಿಟಿಗ ಸಮುದಾಯದ ನೇತೃತ್ವದಲ್ಲಿ ಕುಂಚಿಟಿಗ ಸಂಘದ ಪದಾಧಿಕಾರಿಗಳು ತಹಶೀಲ್ದಾರ್ ಅವರಿಗೆ ಮನವಿ ಸಲ್ಲಿಸಿದರು. <box>791 773 971 988</box>
grey-dot <box>148 2313 161 2326</box>
rally-banner <box>1167 1758 1423 1825</box>
crowd-row <box>420 1341 779 1398</box>
story4-col2: ಬಂದಿದ್ದರು. ಕಲಾ ಕ್ಷೇತ್ರದಲ್ಲಿ ಕೇವಲ 600 ಜನಕ್ಕೆ ಆಸನಗಳ ವ್ಯವಸ್ಥೆ ಇತ್ತು. ಬೆಳಿಗ್ಗೆ 10.30 ಗಂಟೆಗೆ ತರಬೇತಿ ಪ್ರಾರಂಭವಾಗಬೇಕಿತ್ತು. ಮಧ್ಯಾಹ್ನ 12.30 ಗಂಟೆಯಾದರೂ ಆಸನ ವ್ಯವಸ್ಥೆ ಇಲ್ಲದೆ ಶಿಕ್ಷಕರು ನಿಂತೇ ಇದ್ದರು. ನಂತರ ಆಸನಗಳ ಕೊರತೆ ಕುರಿತು ಅಧಿಕಾರಿಗಳಿಗೆ ತಿಳಿಸಲಾಯಿತು. <box>220 1304 411 1459</box>
story7-col2: ವೇಗಗೊಳ್ಳುತ್ತಿದೆ. 11 ವರ್ಷಗಳ ಮೋದಿ ಸರ್ಕಾರದ ಯೋಜನೆಗಳು ದೇಶದ ಜನರ ಬದುಕಿನಲ್ಲಿ ಬದಲಾವಣೆ ತಂದಿವೆ. ಜಿಲ್ಲಾ ಬಿಜೆಪಿ ಅಧ್ಯಕ್ಷ ಎಸ್. ರವಿಶಂಕರ್ ಹೆಬ್ಬಾಕ ಮಾತನಾಡಿ, ಪ್ರಧಾನಿ ಮೋದಿಯವರ ಜನ್ಮದಿನದ ಅಂಗವಾಗಿ ಗಾಂಧಿ ಜಯಂತಿವರೆಗೆ ಸೇವಾ ಪಾಕ್ಷಿಕ ಕಾರ್ಯಕ್ರಮ ಹಮ್ಮಿಕೊಳ್ಳಲಾಗಿದೆ. ಸ್ವದೇಶಿ ಉತ್ಪನ್ನಗಳ ಬಳಕೆ ಕುರಿತು ಜಾಗೃತಿ ಮೂಡಿಸಲಾಗುತ್ತಿದೆ ಎಂದರು. <box>1033 1888 1276 2023</box>
person-figure <box>1008 799 1046 908</box>
magenta-dot <box>1420 2313 1433 2326</box>
story2-col1: ತುಮಕೂರು, ಸೆ. 22– ಪ್ರಸ್ತುತ ಮಾಧ್ಯಮ ರಾಜಕೀಯ ಹೊರತಾಗಿರಬೇಕಾಗಿದ್ದು, ಆಳಿಕೆ ಆಗದಂತೆ ಕಾಣುವ ಕಾರಣ ವಿದ್ಯಾರ್ಥಿಗಳು ವಿಶ್ಲೇಷಣೆ ಮಾಡಬೇಕು. ಪತ್ರಿಕೋದ್ಯಮ ವಿದ್ಯಾರ್ಥಿಗಳು ಸತ್ಯ ಸುದ್ದಿಯನ್ನು ಜನರಿಗೆ ತಿಳಿಸುವುದು ಪ್ರಮುಖ ಕರ್ತವ್ಯ ಎಂದು ಹೇಳಿದರು. ಶ್ರೀ ಸಿದ್ಧಾರ್ಥ ತಾಂತ್ರಿಕ ಮಹಾವಿದ್ಯಾಲಯದ ಮಾಧ್ಯಮ ಅಧ್ಯಯನ ಕೇಂದ್ರದ ವತಿಯಿಂದ ಆಯೋಜಿಸಿದ್ದ ಕಾರ್ಯಾಗಾರದಲ್ಲಿ ಮಾತನಾಡಿದರು. <box>42 789 222 983</box>
masthead <box>42 9 1525 64</box>
section-divider <box>42 718 1525 720</box>
story3-col2: ಸುಮಾರು 35 ಲಕ್ಷ ಜನಸಂಖ್ಯೆಯಲ್ಲಿ ಹೊಂದಿರುವ ಕುಂಚಿಟಿಗ ಜನಾಂಗ ರಾಜ್ಯದ 19 ಜಿಲ್ಲೆಗಳಲ್ಲಿ ನೆಲೆಸಿದೆ. ಸರ್ಕಾರದ ಸವಲತ್ತುಗಳನ್ನು ಪಡೆಯಲು ಜಾತಿ ಗಣತಿಯಲ್ಲಿ ಸರಿಯಾಗಿ ನಮೂದಿಸುವುದು ಅವಶ್ಯಕ ಎಂದರು. <box>978 917 1149 1032</box>
crowd-row <box>420 1398 779 1455</box>
grey-dot <box>131 2313 144 2326</box>
audience-row <box>928 270 1307 308</box>
story2-col2: ಮುಗ್ಧಮೆದುಳಿನ ಎಂದು ವಿಷಯದ ಬಗ್ಗೆ ಮಾತನಾಡಿದರು. ಶ್ರೀ ಸಿದ್ಧಾರ್ಥ ಪ್ರಥಮ ದರ್ಜೆ ಕಾಲೇಜಿನ ಪ್ರಾಂಶುಪಾಲರಾದ ಡಾ. ಹೇಮಲತಾ ಮಾತನಾಡಿ, ಹವಾ ನಿಯಂತ್ರಣ, ಸಾಮಾಜಿಕ ಜಾಲತಾಣಗಳ ಬಳಕೆ ಕುರಿತು ವಿದ್ಯಾರ್ಥಿಗಳು ವಿವೇಚನೆಯಿಂದ ಕಾರ್ಯನಿರ್ವಹಿಸಬೇಕು ಎಂದರು. <box>229 959 400 1114</box>
brand-left: ಸಂಜೆ <box>698 9 758 47</box>
story1-col5: ಮಾಹಿತಿಯನ್ನು ನೀಡದೆ ಅವರ ವಿರುದ್ಧ ಕ್ರಿಮಿನಲ್ ಪ್ರಕರಣ ದಾಖಲಿಸಲು ಅವಕಾಶವಿದೆ. ಪ್ರತಿಯೊಬ್ಬ ಸಾರ್ವಜನಿಕ ಅಧಿಕಾರಿಯು ಮಾಹಿತಿ ಹಕ್ಕು ಕಾಯ್ದೆಯ ಕುರಿತು ಸಂಪೂರ್ಣ ತಿಳುವಳಿಕೆ ಹೊಂದಿರಬೇಕು. ಕಚೇರಿಗಳಲ್ಲಿ ದಾಖಲೆಗಳನ್ನು ಸುವ್ಯವಸ್ಥಿತವಾಗಿ ನಿರ್ವಹಿಸಬೇಕು. ಅಧಿಕಾರಿಗಳು ಮಾಹಿತಿ ನೀಡುವ ಅರ್ಜಿದಾರರನ್ನು ಸತಾಯಿಸಬಾರದು. ಅಧಿಕಾರಿಗಳು ಸಕಾಲದಲ್ಲಿ ಮಾಹಿತಿ ನೀಡಬೇಕು. 30 ದಿನಗಳೊಳಗೆ ಮಾಹಿತಿಯನ್ನು ಒದಗಿಸುವುದು ಕಡ್ಡಾಯ ಎಂದರು. <box>889 351 1098 545</box>
rally-banner-text: MODI VIKAS MARATHON <box>1192 1779 1398 1797</box>
person-figure <box>387 1728 444 1864</box>
story4-col4: ತರಬೇತಿಗೆ ಕರೆದ ಮೇಲೆ ಆಸನ ವ್ಯವಸ್ಥೆ ಮಾಡಬೇಕು. ಎರಡು ಪಾಳಿಯಲ್ಲಿ ತರಬೇತಿ ನೀಡಲು ವ್ಯವಸ್ಥೆ ಮಾಡಬೇಕಿತ್ತು ಎಂದು ಶಿಕ್ಷಕರು ಬೇಸರ ವ್ಯಕ್ತಪಡಿಸಿದರು. ಸಂಬಂಧಪಟ್ಟ ಅಧಿಕಾರಿಗಳು ಗಮನಹರಿಸಬೇಕು. <box>787 1304 967 1419</box>
story7-photo-rally <box>1033 1653 1525 1880</box>
person-figure <box>311 1732 368 1864</box>
page-number: 6 <box>42 10 68 54</box>
story2-headline: ಸ್ವಾಸ್ಥ್ಯ ಸಮಾಜಕ್ಕೆ ವಸ್ತುನಿಷ್ಠ, ಸತ್ಯ ಸುದ್ದಿ ಅಗತ್ಯ <box>42 722 779 783</box>
story1-photo-officials <box>248 146 675 341</box>
